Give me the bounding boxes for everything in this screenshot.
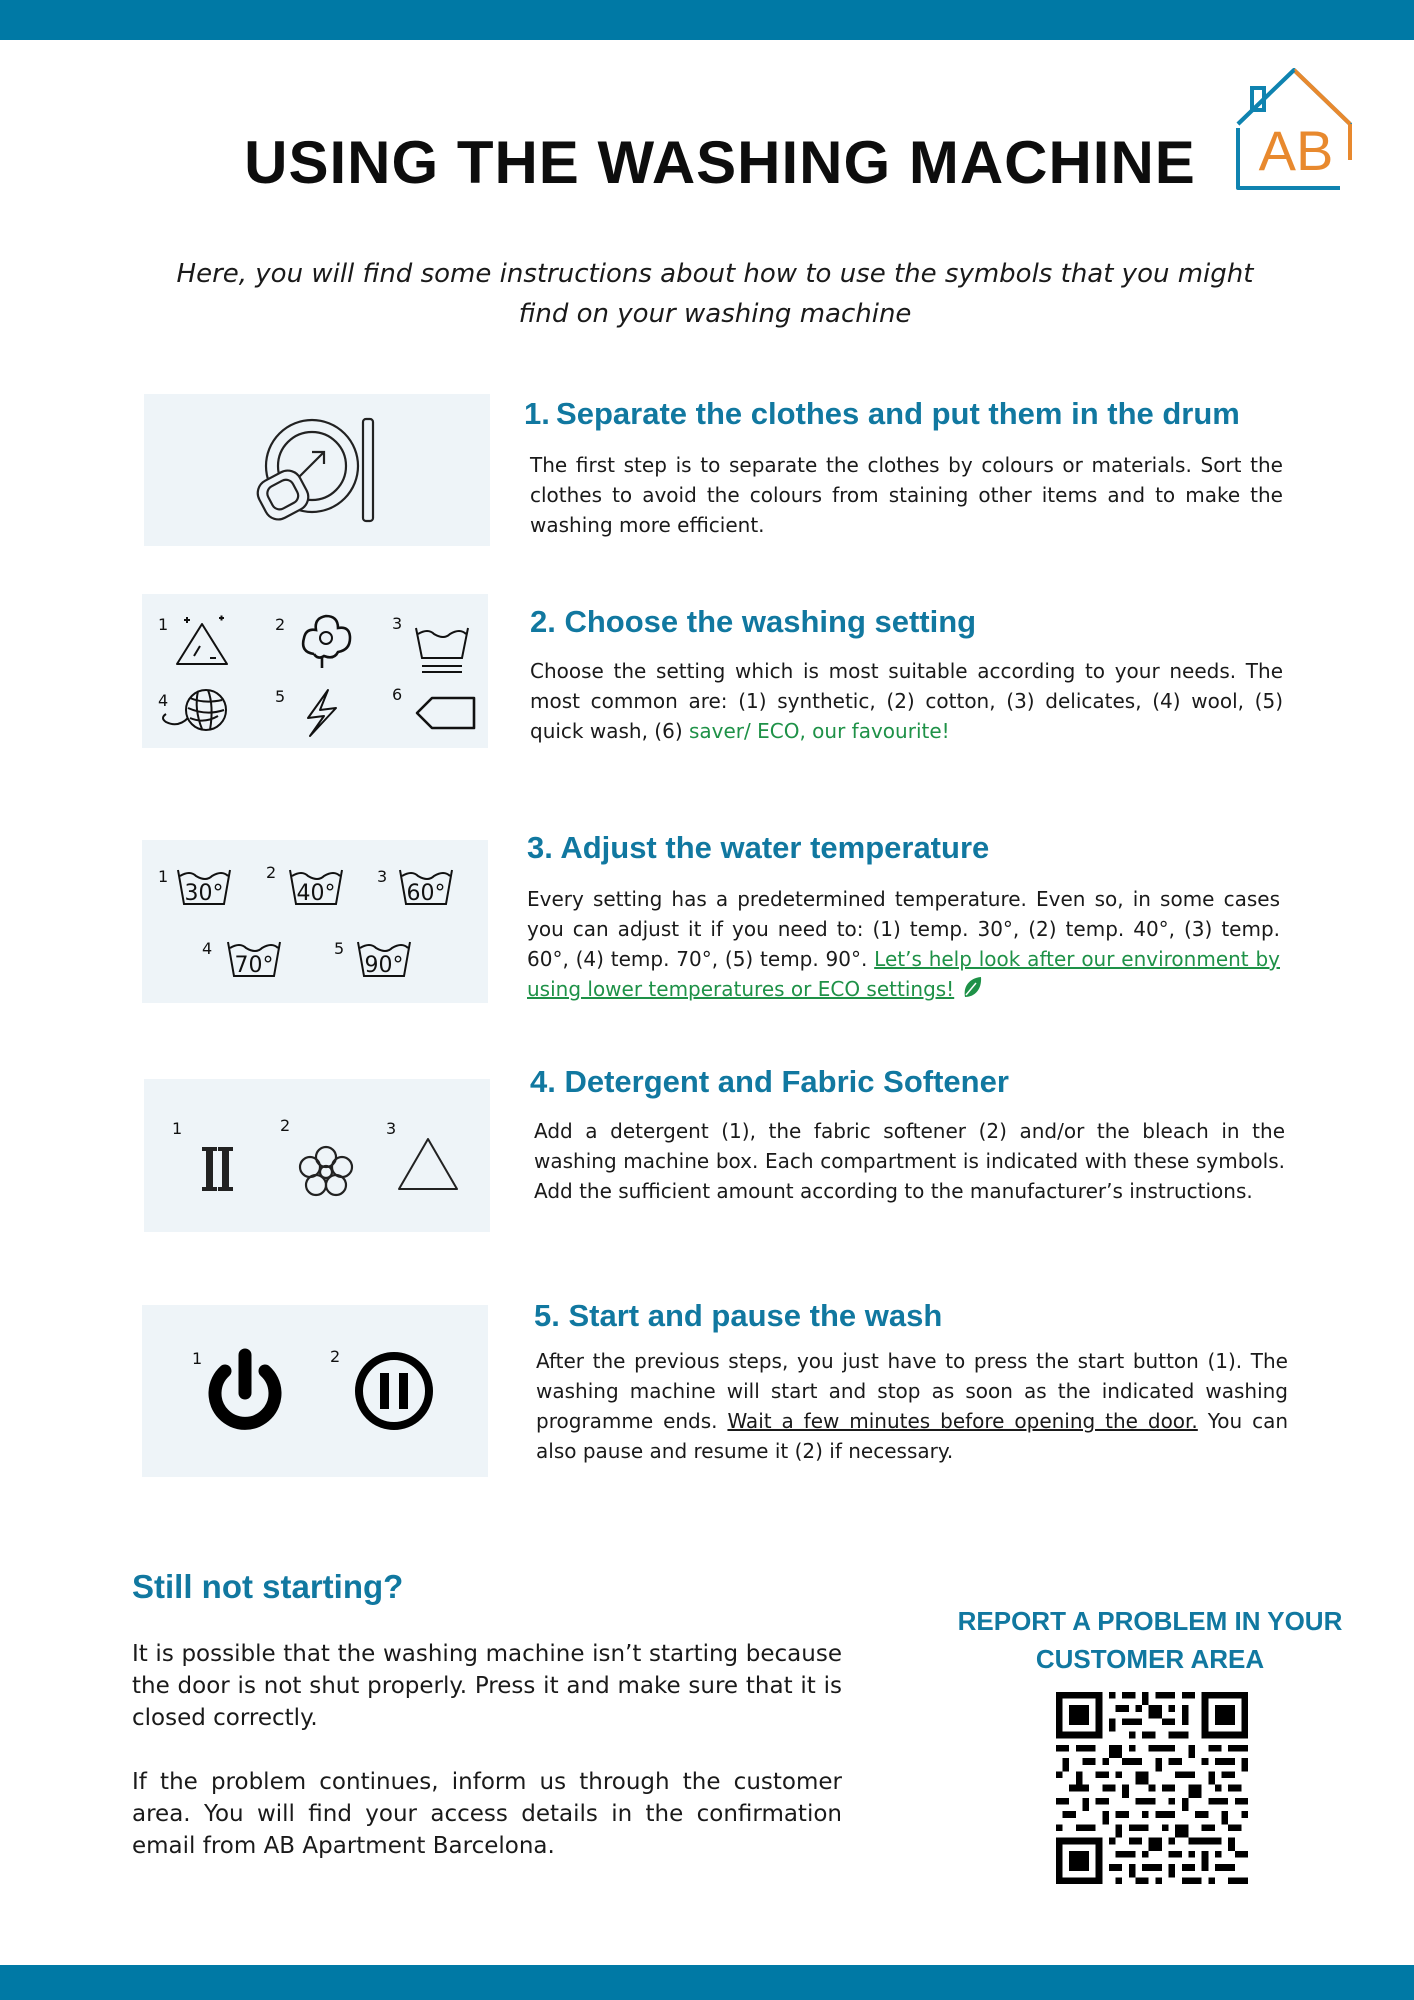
- step5-num-2: 2: [330, 1347, 341, 1366]
- step5-num-1: 1: [192, 1349, 203, 1368]
- step5-body-after: You can also pause and resume it (2) if necessary.: [536, 1409, 1289, 1463]
- step3-num-5: 5: [334, 939, 345, 958]
- report-line-2: CUSTOMER AREA: [1035, 1644, 1265, 1674]
- report-problem-label: [930, 1602, 1370, 1678]
- quick-wash-icon: [308, 690, 336, 736]
- detergent-icon: [202, 1147, 233, 1191]
- top-band: [0, 0, 1414, 40]
- wool-icon: [163, 690, 226, 730]
- step1-heading: 1. Separate the clothes and put them in the drum: [524, 396, 1240, 431]
- step2-body-highlight: saver/ ECO, our favourite!: [688, 719, 950, 743]
- step2-num-6: 6: [392, 685, 403, 704]
- power-icon: [215, 1355, 275, 1423]
- not-starting-paragraph-2: If the problem continues, inform us through the customer area. You will find your access details in the confirmation email from AB Apartment Barcelona.: [132, 1769, 842, 1859]
- step3-num-3: 3: [377, 867, 388, 886]
- temp-40-label: 40°: [296, 881, 336, 906]
- cotton-icon: [303, 616, 350, 668]
- step3-num-2: 2: [266, 863, 277, 882]
- logo-text: AB: [1258, 119, 1334, 182]
- drum-loading-icon: [144, 394, 490, 546]
- synthetic-icon: [177, 616, 227, 665]
- temp-60-label: 60°: [406, 881, 446, 906]
- step5-icon-panel: [142, 1305, 488, 1477]
- step2-num-3: 3: [392, 614, 403, 633]
- intro-text: Here, you will find some instructions about how to use the symbols that you might find on your washing machine: [176, 259, 1254, 329]
- leaf-icon: [961, 975, 983, 999]
- step4-num-1: 1: [172, 1119, 183, 1138]
- step3-body-text: Every setting has a predetermined temperature. Even so, in some cases you can adjust it if you need to: (1) temp. 30°, (2) temp. 40°, (3) temp. 60°, (4) temp. 70°, (5) temp. 90°.: [527, 887, 1280, 971]
- step5-body: [536, 1346, 1288, 1466]
- qr-code-icon[interactable]: [1056, 1692, 1248, 1884]
- bottom-band: [0, 1965, 1414, 2000]
- step1-body: The first step is to separate the clothes by colours or materials. Sort the clothes to avoid the colours from staining other items and to make the washing more efficient.: [530, 453, 1283, 537]
- step3-body: [527, 884, 1280, 1004]
- step2-body: [530, 656, 1283, 746]
- step1-icon-panel: [144, 394, 490, 546]
- step4-heading: 4. Detergent and Fabric Softener: [530, 1064, 1009, 1099]
- step2-num-4: 4: [158, 691, 169, 710]
- page-title: USING THE WASHING MACHINE: [244, 129, 1196, 196]
- step3-body-highlight: Let’s help look after our environment by using lower temperatures or ECO settings!: [527, 947, 1280, 1001]
- step2-num-1: 1: [158, 615, 169, 634]
- step2-body-text: Choose the setting which is most suitable according to your needs. The most common are: (1) synthetic, (2) cotton, (3) delicates, (4) wool, (5) quick wash, (6): [530, 659, 1283, 743]
- step3-heading: 3. Adjust the water temperature: [527, 830, 990, 865]
- report-line-1: REPORT A PROBLEM IN YOUR: [957, 1606, 1343, 1636]
- step2-num-2: 2: [275, 615, 286, 634]
- step5-heading: 5. Start and pause the wash: [534, 1298, 943, 1333]
- step5-body-underlined: Wait a few minutes before opening the door.: [727, 1409, 1198, 1433]
- step2-heading: 2. Choose the washing setting: [530, 604, 977, 639]
- eco-saver-icon: [417, 698, 474, 728]
- step3-icon-panel: [142, 840, 488, 1003]
- fabric-softener-icon: [300, 1147, 352, 1195]
- temp-90-label: 90°: [364, 953, 404, 978]
- bleach-icon: [399, 1139, 457, 1189]
- pause-icon: [359, 1356, 429, 1426]
- step5-body-text: After the previous steps, you just have to press the start button (1). The washing machine will start and stop as soon as the indicated washing programme ends.: [536, 1349, 1288, 1433]
- step4-num-2: 2: [280, 1116, 291, 1135]
- step3-num-4: 4: [202, 939, 213, 958]
- step4-icon-panel: [144, 1079, 490, 1232]
- delicates-icon: [416, 628, 468, 672]
- still-not-starting-title: Still not starting?: [132, 1568, 404, 1605]
- step2-num-5: 5: [275, 687, 286, 706]
- step2-icon-panel: [142, 594, 488, 748]
- not-starting-paragraph-1: It is possible that the washing machine isn’t starting because the door is not shut properly. Press it and make sure that it is closed correctly.: [132, 1641, 842, 1731]
- temp-70-label: 70°: [234, 953, 274, 978]
- step4-body: Add a detergent (1), the fabric softener (2) and/or the bleach in the washing machine box. Each compartment is indicated with these symbols. Add the sufficient amount according to the manufacturer’s instructions.: [534, 1119, 1285, 1203]
- step4-num-3: 3: [386, 1119, 397, 1138]
- temp-30-label: 30°: [184, 881, 224, 906]
- step3-num-1: 1: [158, 867, 169, 886]
